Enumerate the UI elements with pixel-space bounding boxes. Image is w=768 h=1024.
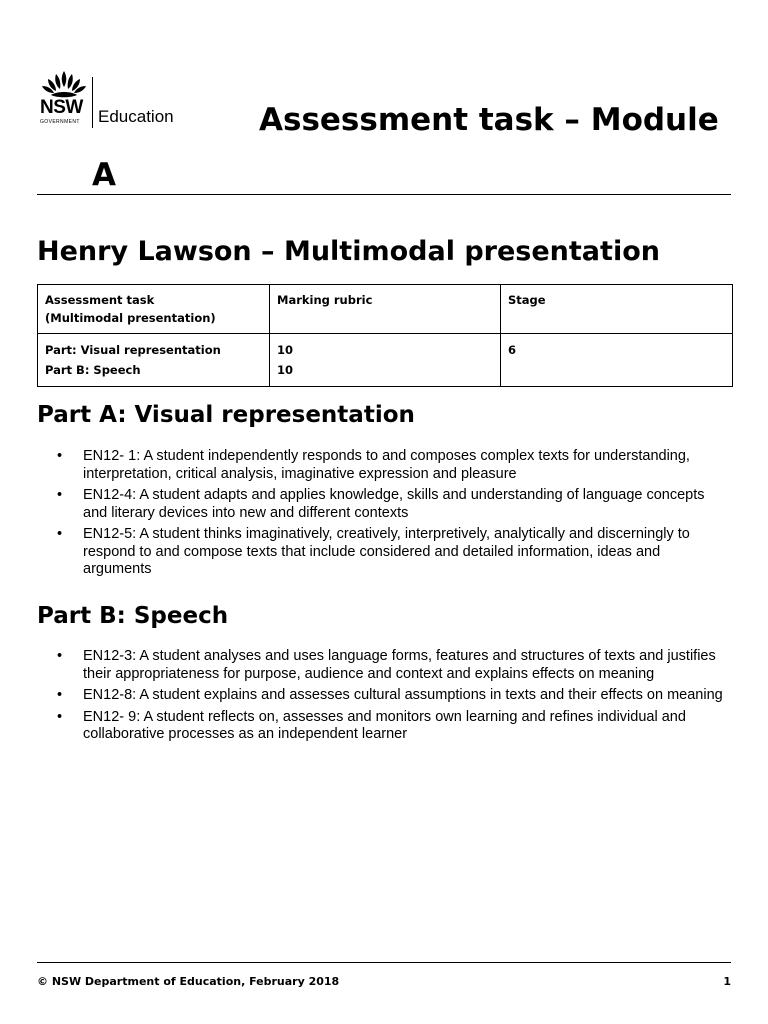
logo-department: Education	[98, 107, 174, 126]
bullet-icon: •	[57, 687, 63, 703]
part-a-label: Part: Visual representation	[45, 343, 221, 357]
outcome-text: EN12-5: A student thinks imaginatively, creatively, interpretively, analytically and discerningly to respond to and compose texts that include considered and detailed information, ideas and arguments	[83, 526, 690, 577]
list-item	[57, 448, 732, 483]
table-row	[38, 334, 733, 387]
table-cell-marks	[270, 334, 501, 387]
bullet-icon: •	[57, 487, 63, 503]
table-cell-stage	[501, 334, 733, 387]
part-b-heading: Part B: Speech	[37, 603, 229, 629]
bullet-icon: •	[57, 708, 63, 725]
part-a-marks: 10	[277, 343, 294, 357]
header-divider	[37, 194, 731, 195]
part-b-label: Part B: Speech	[45, 363, 141, 377]
table-header-cell: Marking rubric	[270, 285, 501, 334]
logo-wordmark: NSW	[40, 97, 83, 118]
bullet-icon: •	[57, 648, 63, 664]
outcome-text: EN12- 9: A student reflects on, assesses and monitors own learning and refines individual and collaborative processes as an independent learner	[83, 708, 686, 742]
header-task-line1: Assessment task	[45, 293, 155, 307]
list-item	[57, 487, 732, 522]
document-header	[37, 70, 731, 193]
bullet-icon: •	[57, 526, 63, 542]
list-item	[57, 687, 732, 705]
document-title: Assessment task – Module A	[92, 102, 719, 193]
part-a-outcomes-list	[57, 448, 732, 583]
outcome-text: EN12- 1: A student independently responds to and composes complex texts for understanding, interpretation, critical analysis, imaginative expression and pleasure	[83, 448, 690, 482]
outcome-text: EN12-8: A student explains and assesses cultural assumptions in texts and their effects on meaning	[83, 687, 723, 703]
list-item	[57, 526, 732, 579]
footer-copyright: © NSW Department of Education, February 2018	[37, 975, 340, 988]
list-item	[57, 709, 732, 744]
footer-divider	[37, 962, 731, 963]
part-b-marks: 10	[277, 363, 294, 377]
table-header-cell: Stage	[501, 285, 733, 334]
list-item	[57, 648, 732, 683]
stage-value: 6	[508, 343, 517, 357]
assessment-table	[37, 284, 733, 387]
bullet-icon: •	[57, 448, 63, 464]
table-header-row	[38, 285, 733, 334]
logo-government-label: GOVERNMENT	[40, 119, 80, 125]
outcome-text: EN12-4: A student adapts and applies knowledge, skills and understanding of language concepts and literary devices into new and different contexts	[83, 487, 705, 521]
page-number: 1	[723, 975, 731, 988]
document-subtitle: Henry Lawson – Multimodal presentation	[37, 236, 660, 267]
outcome-text: EN12-3: A student analyses and uses language forms, features and structures of texts and justifies their appropriateness for purpose, audience and context and explains effects on meaning	[83, 648, 716, 682]
header-task-line2: (Multimodal presentation)	[45, 311, 216, 325]
table-cell-parts	[38, 334, 270, 387]
part-a-heading: Part A: Visual representation	[37, 402, 415, 428]
table-header-cell	[38, 285, 270, 334]
part-b-outcomes-list	[57, 648, 732, 748]
